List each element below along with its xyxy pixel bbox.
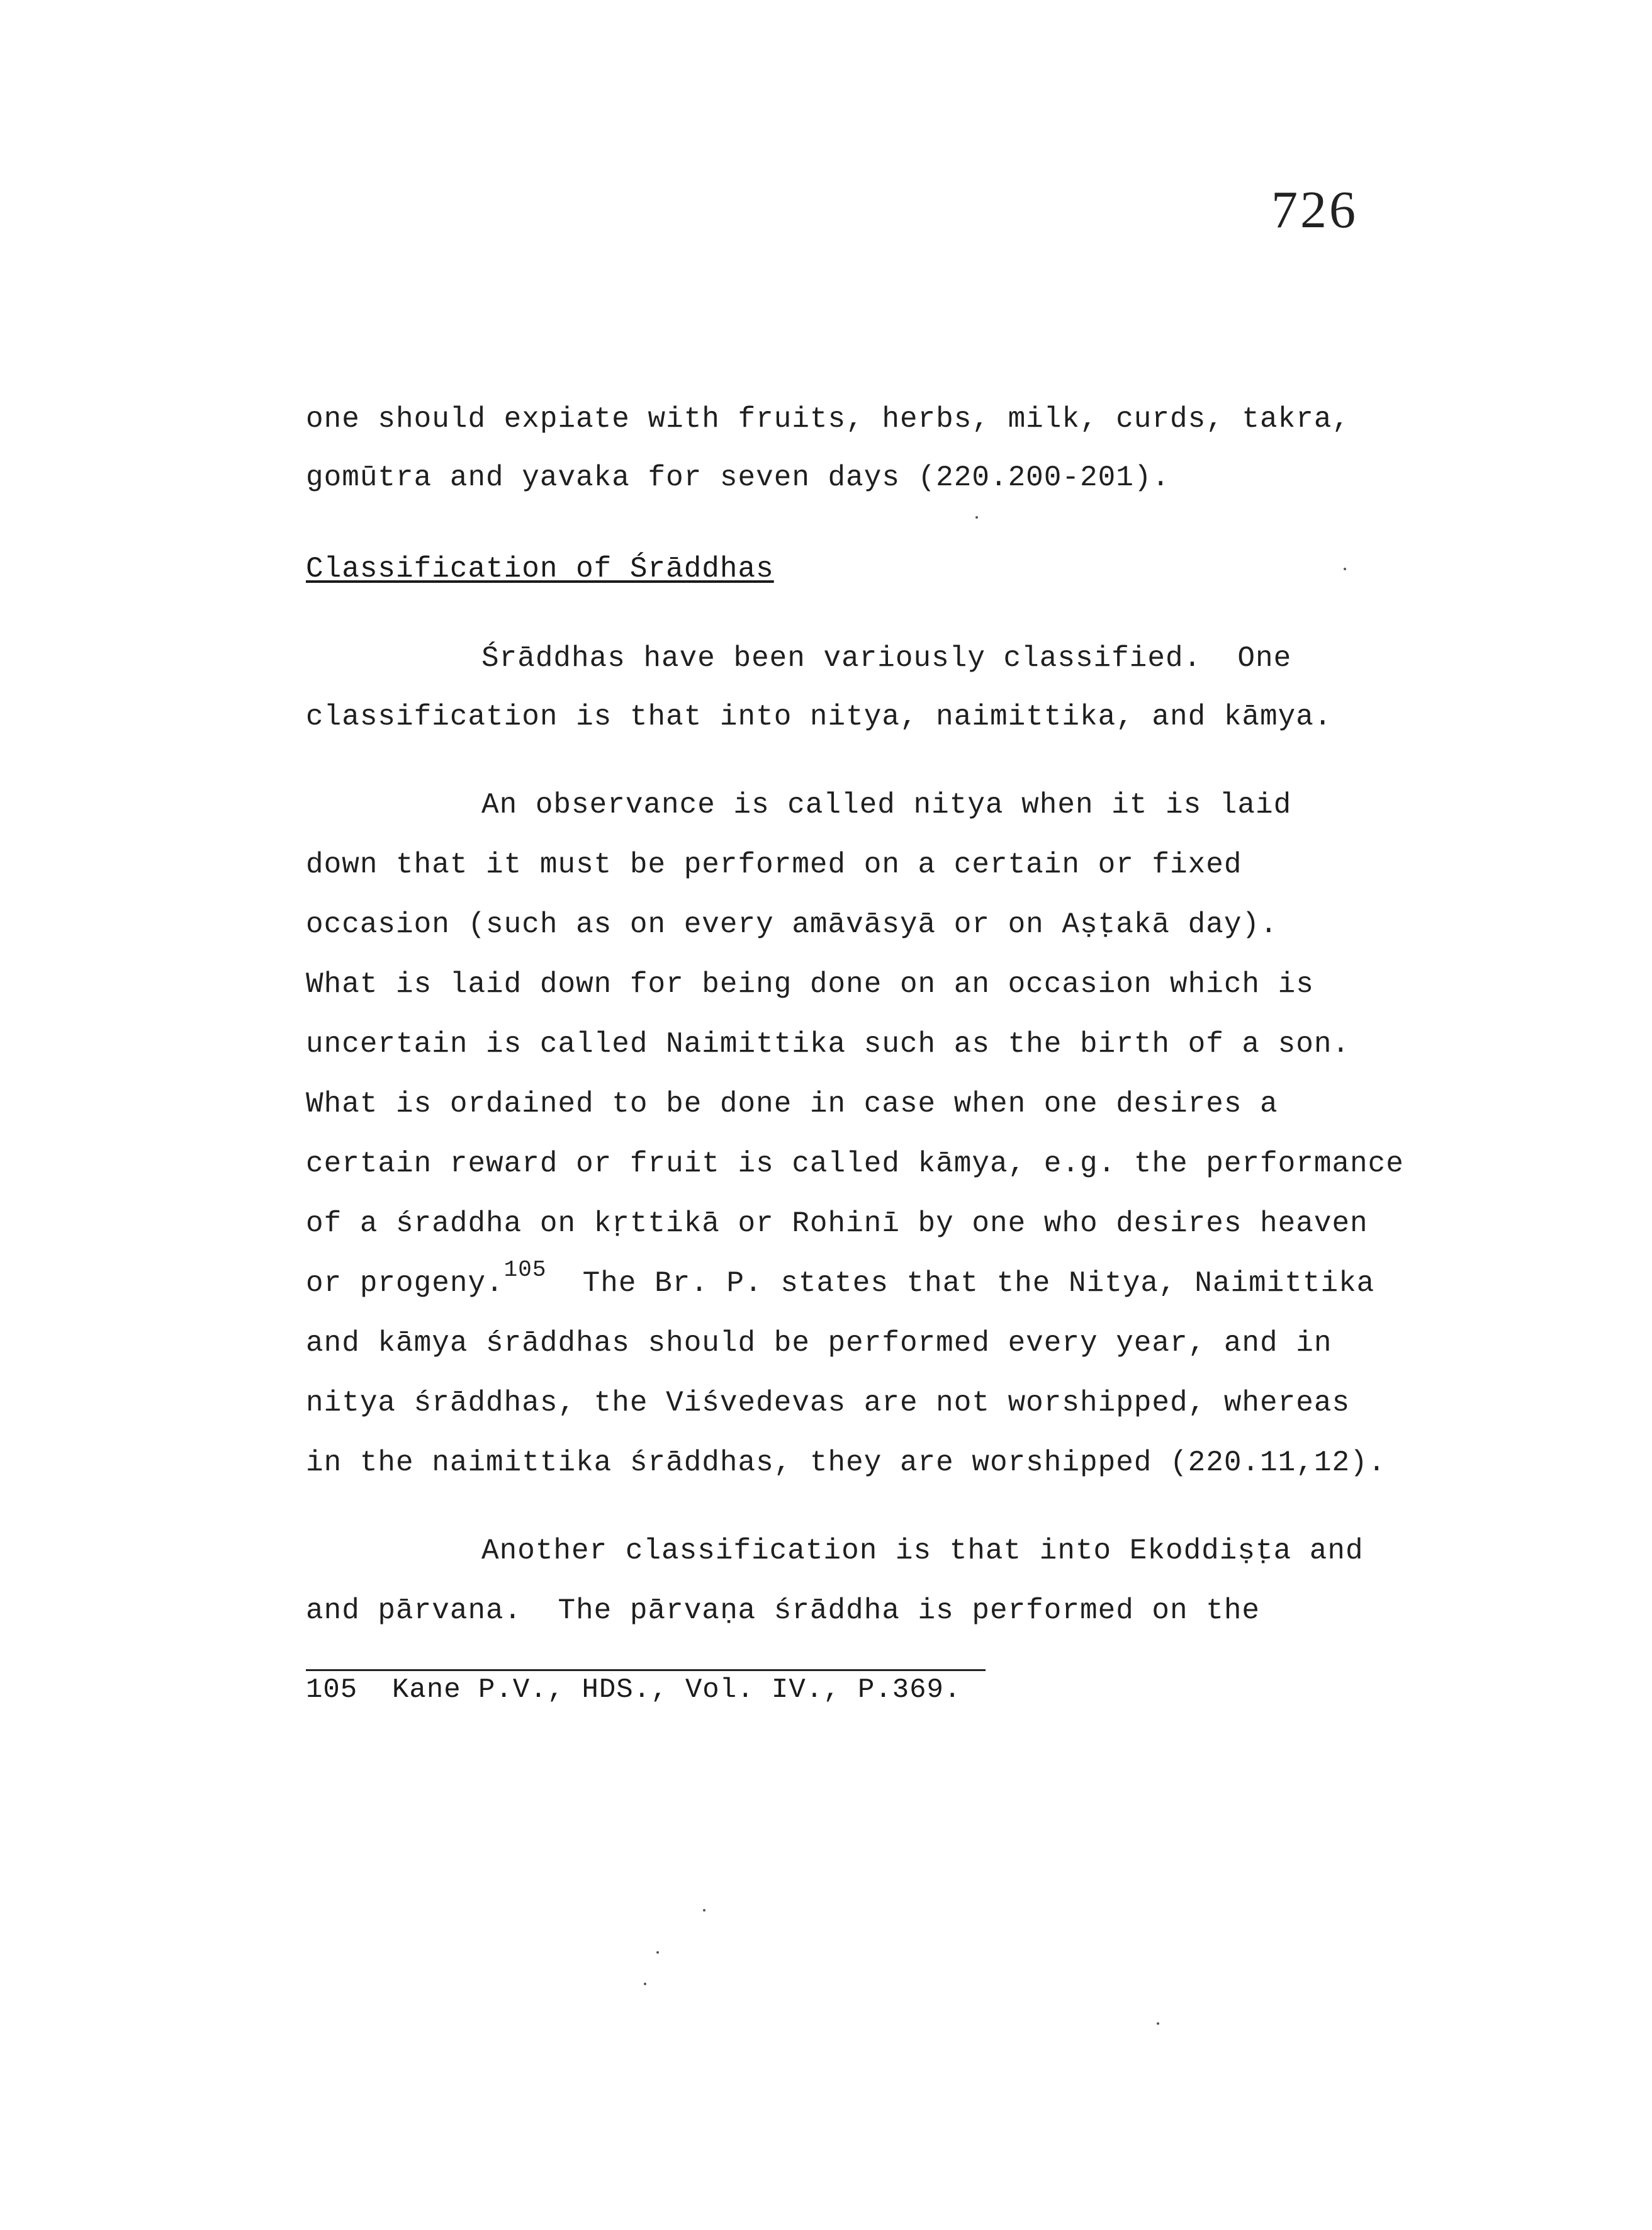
body-line: What is laid down for being done on an occasion which is xyxy=(306,968,1314,1001)
scan-speck xyxy=(1157,2022,1159,2025)
body-line: of a śraddha on kṛttikā or Rohinī by one who desires heaven xyxy=(306,1207,1368,1240)
footnote-rule xyxy=(306,1669,986,1671)
body-line: uncertain is called Naimittika such as the birth of a son. xyxy=(306,1028,1351,1061)
body-text: or progeny. xyxy=(306,1267,504,1300)
footnote: 105 Kane P.V., HDS., Vol. IV., P.369. xyxy=(306,1674,962,1706)
body-line: Śrāddhas have been variously classified. One xyxy=(481,642,1292,675)
page-number: 726 xyxy=(1271,181,1358,239)
body-line: classification is that into nitya, naimittika, and kāmya. xyxy=(306,701,1332,733)
body-line: occasion (such as on every amāvāsyā or on Aṣṭakā day). xyxy=(306,908,1278,941)
body-line: An observance is called nitya when it is laid xyxy=(481,789,1292,821)
body-line: in the naimittika śrāddhas, they are worshipped (220.11,12). xyxy=(306,1446,1386,1479)
body-line: and kāmya śrāddhas should be performed every year, and in xyxy=(306,1327,1332,1360)
body-line: certain reward or fruit is called kāmya, e.g. the performance xyxy=(306,1147,1404,1180)
body-line: and pārvana. The pārvaṇa śrāddha is performed on the xyxy=(306,1594,1261,1627)
scan-speck xyxy=(703,1909,705,1912)
body-line xyxy=(306,1257,1375,1300)
body-line: down that it must be performed on a certain or fixed xyxy=(306,848,1242,881)
body-line: one should expiate with fruits, herbs, milk, curds, takra, xyxy=(306,403,1351,436)
scan-speck xyxy=(1344,568,1346,570)
section-heading: Classification of Śrāddhas xyxy=(306,553,774,585)
body-line: What is ordained to be done in case when one desires a xyxy=(306,1088,1278,1120)
body-line: nitya śrāddhas, the Viśvedevas are not worshipped, whereas xyxy=(306,1387,1351,1419)
body-text: The Br. P. states that the Nitya, Naimittika xyxy=(546,1267,1375,1300)
body-line: gomūtra and yavaka for seven days (220.200-201). xyxy=(306,461,1171,494)
scan-speck xyxy=(644,1983,646,1985)
body-line: Another classification is that into Ekoddiṣṭa and xyxy=(481,1535,1364,1567)
scan-speck xyxy=(975,516,978,519)
scan-speck xyxy=(656,1951,659,1954)
footnote-reference: 105 xyxy=(503,1257,547,1283)
